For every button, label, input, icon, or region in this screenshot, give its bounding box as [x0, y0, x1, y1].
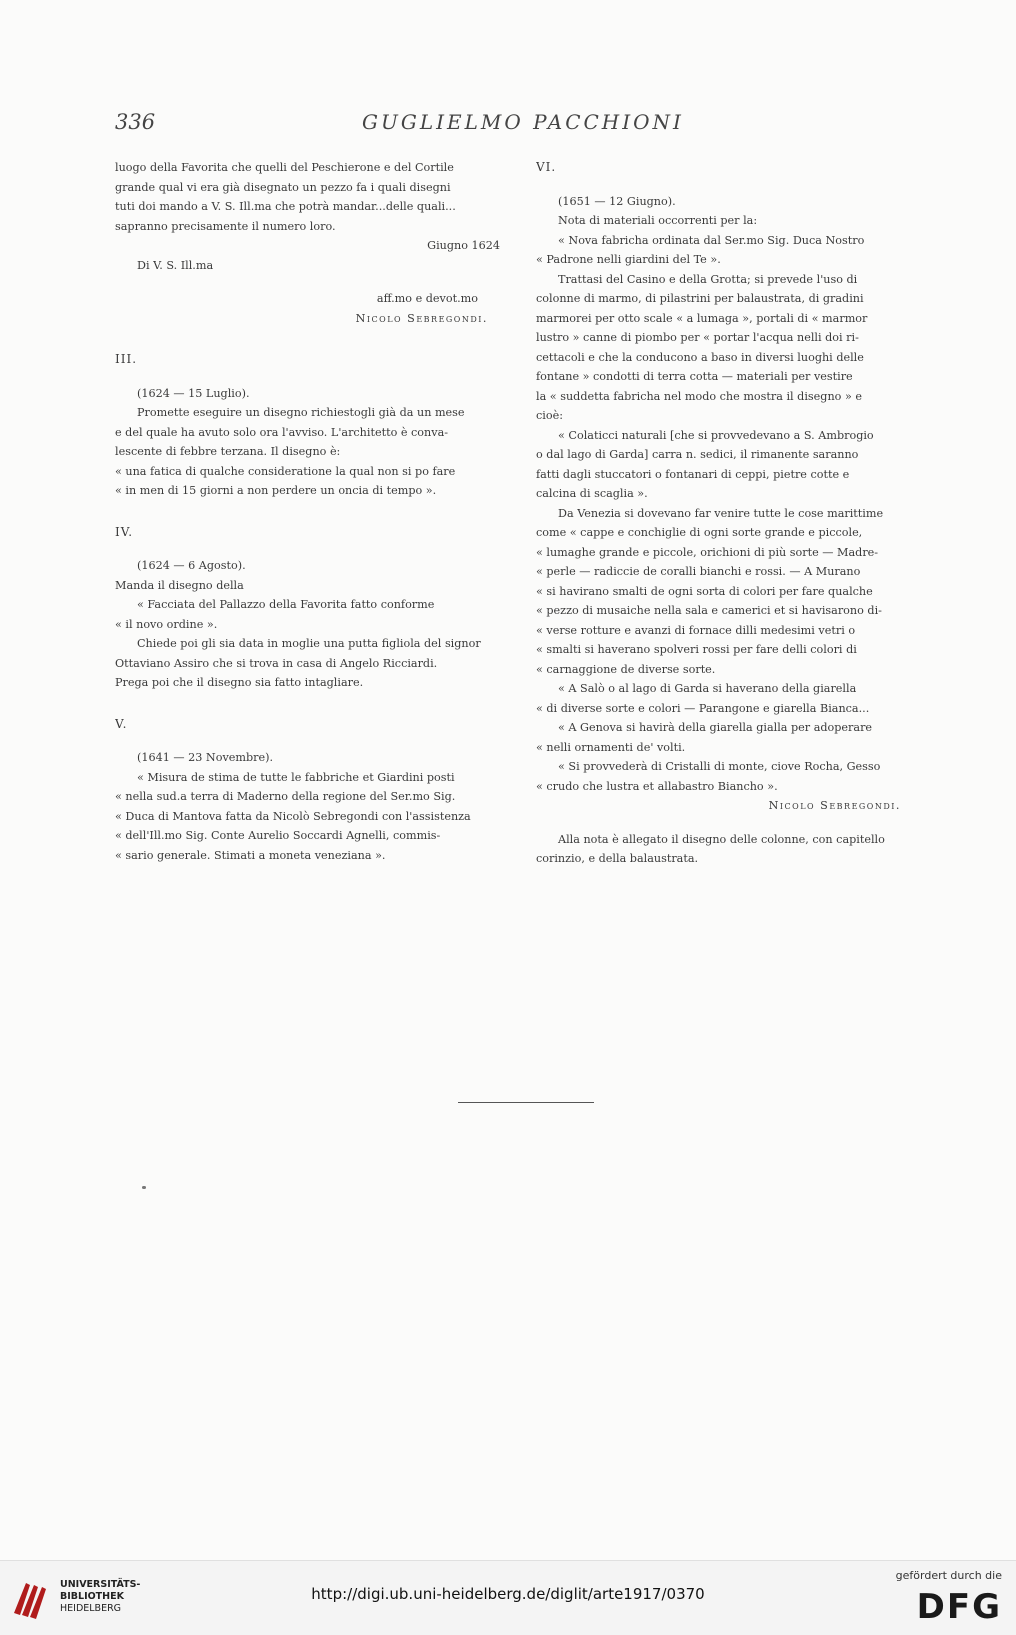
text-line: la « suddetta fabricha nel modo che mostra il disegno » e — [536, 389, 862, 403]
text-line: « Facciata del Pallazzo della Favorita fatto conforme — [137, 598, 435, 611]
text-line: calcina di scaglia ». — [536, 487, 648, 500]
text-line: « si havirano smalti de ogni sorta di colori per fare qualche — [536, 584, 873, 598]
text-line: Chiede poi gli sia data in moglie una putta figliola del signor — [137, 637, 481, 650]
footer-bar — [0, 1560, 1016, 1635]
text-line: Promette eseguire un disegno richiestogli già da un mese — [137, 406, 465, 419]
text-line: Manda il disegno della — [115, 578, 244, 592]
text-line: o dal lago di Garda] carra n. sedici, il rimanente saranno — [536, 448, 859, 461]
text-line: grande qual vi era già disegnato un pezzo fa i quali disegni — [115, 180, 451, 194]
text-line: « Colaticci naturali [che si provvedevano a S. Ambrogio — [558, 428, 874, 442]
text-line: « sario generale. Stimati a moneta veneziana ». — [115, 848, 386, 862]
text-line: fontane » condotti di terra cotta — materiali per vestire — [536, 370, 853, 383]
dfg-logo: DFG — [916, 1587, 1002, 1627]
text-line: lescente di febbre terzana. Il disegno è: — [115, 445, 341, 458]
section-date: (1624 — 15 Luglio). — [137, 386, 250, 400]
text-line: « di diverse sorte e colori — Parangone e giarella Bianca... — [536, 701, 870, 715]
text-line: cioè: — [536, 409, 563, 422]
text-line: « nella sud.a terra di Maderno della regione del Ser.mo Sig. — [115, 790, 456, 803]
text-line: « dell'Ill.mo Sig. Conte Aurelio Soccardi Agnelli, commis- — [115, 829, 441, 842]
text-line: sapranno precisamente il numero loro. — [115, 219, 336, 233]
funded-by-label: gefördert durch die — [895, 1569, 1002, 1582]
end-rule — [458, 1102, 594, 1103]
section-heading-v: V. — [115, 716, 128, 731]
source-url-link[interactable]: http://digi.ub.uni-heidelberg.de/diglit/arte1917/0370 — [311, 1585, 705, 1603]
text-line: « smalti si haverano spolveri rossi per fare delli colori di — [536, 643, 857, 656]
university-name-line: BIBLIOTHEK — [60, 1591, 124, 1602]
text-line: « Nova fabricha ordinata dal Ser.mo Sig. Duca Nostro — [558, 233, 865, 247]
page-number: 336 — [115, 110, 156, 134]
scan-speck — [142, 1186, 146, 1189]
signature: Nicolo Sebregondi. — [768, 799, 901, 812]
section-date: (1624 — 6 Agosto). — [137, 559, 246, 572]
text-line: tuti doi mando a V. S. Ill.ma che potrà mandar...delle quali... — [115, 200, 456, 213]
text-line: luogo della Favorita che quelli del Peschierone e del Cortile — [115, 161, 454, 174]
text-line: fatti dagli stuccatori o fontanari di ceppi, pietre cotte e — [536, 467, 850, 481]
text-line: lustro » canne di piombo per « portar l'acqua nelli doi ri- — [536, 331, 859, 344]
text-line: Da Venezia si dovevano far venire tutte le cose marittime — [558, 506, 884, 520]
section-date: (1641 — 23 Novembre). — [137, 751, 274, 764]
running-head — [115, 110, 931, 140]
text-line: « una fatica di qualche consideratione la qual non si po fare — [115, 464, 456, 478]
university-name-line: UNIVERSITÄTS- — [60, 1579, 141, 1590]
section-heading-iv: IV. — [115, 524, 134, 539]
salutation: Di V. S. Ill.ma — [137, 258, 214, 272]
signature: Nicolo Sebregondi. — [355, 311, 488, 325]
text-line: « perle — radiccie de coralli bianchi e rossi. — A Murano — [536, 565, 861, 578]
text-line: Alla nota è allegato il disegno delle colonne, con capitello — [558, 832, 885, 846]
text-line: « Duca di Mantova fatta da Nicolò Sebregondi con l'assistenza — [115, 809, 471, 823]
university-name-line: HEIDELBERG — [60, 1603, 122, 1614]
text-line: « Padrone nelli giardini del Te ». — [536, 253, 721, 266]
section-heading-iii: III. — [115, 352, 138, 366]
text-line: « crudo che lustra et allabastro Biancho ». — [536, 779, 778, 793]
text-line: marmorei per otto scale « a lumaga », portali di « marmor — [536, 311, 868, 325]
right-column — [536, 158, 931, 869]
date-line: Giugno 1624 — [427, 239, 500, 252]
text-line: « nelli ornamenti de' volti. — [536, 740, 686, 754]
text-line: « lumaghe grande e piccole, orichioni di più sorte — Madre- — [536, 545, 879, 559]
text-line: colonne di marmo, di pilastrini per balaustrata, di gradini — [536, 292, 864, 305]
text-line: e del quale ha avuto solo ora l'avviso. L'architetto è conva- — [115, 425, 449, 439]
text-line: « verse rotture e avanzi di fornace dilli medesimi vetri o — [536, 623, 856, 637]
text-line: Prega poi che il disegno sia fatto intagliare. — [115, 676, 364, 689]
section-heading-vi: VI. — [536, 160, 557, 174]
text-line: « il novo ordine ». — [115, 617, 218, 631]
text-line: come « cappe e conchiglie di ogni sorte grande e piccole, — [536, 526, 863, 539]
text-line: « A Genova si havirà della giarella gialla per adoperare — [558, 721, 873, 734]
text-line: « pezzo di musaiche nella sala e camerici et si havisarono di- — [536, 604, 882, 617]
text-line: « Misura de stima de tutte le fabbriche et Giardini posti — [137, 770, 455, 784]
text-line: « Si provvederà di Cristalli di monte, ciove Rocha, Gesso — [558, 760, 881, 773]
text-line: Ottaviano Assiro che si trova in casa di Angelo Ricciardi. — [115, 656, 438, 670]
text-line: « in men di 15 giorni a non perdere un oncia di tempo ». — [115, 484, 437, 497]
text-line: « carnaggione de diverse sorte. — [536, 662, 716, 676]
closing: aff.mo e devot.mo — [376, 292, 478, 305]
section-date: (1651 — 12 Giugno). — [558, 194, 676, 208]
left-column — [115, 158, 518, 865]
text-line: cettacoli e che la conducono a baso in diversi luoghi delle — [536, 350, 864, 364]
text-line: Nota di materiali occorrenti per la: — [558, 214, 758, 227]
text-line: Trattasi del Casino e della Grotta; si prevede l'uso di — [558, 272, 858, 286]
running-title: GUGLIELMO PACCHIONI — [362, 110, 684, 134]
text-line: corinzio, e della balaustrata. — [536, 852, 699, 865]
text-line: « A Salò o al lago di Garda si haverano della giarella — [558, 682, 857, 695]
